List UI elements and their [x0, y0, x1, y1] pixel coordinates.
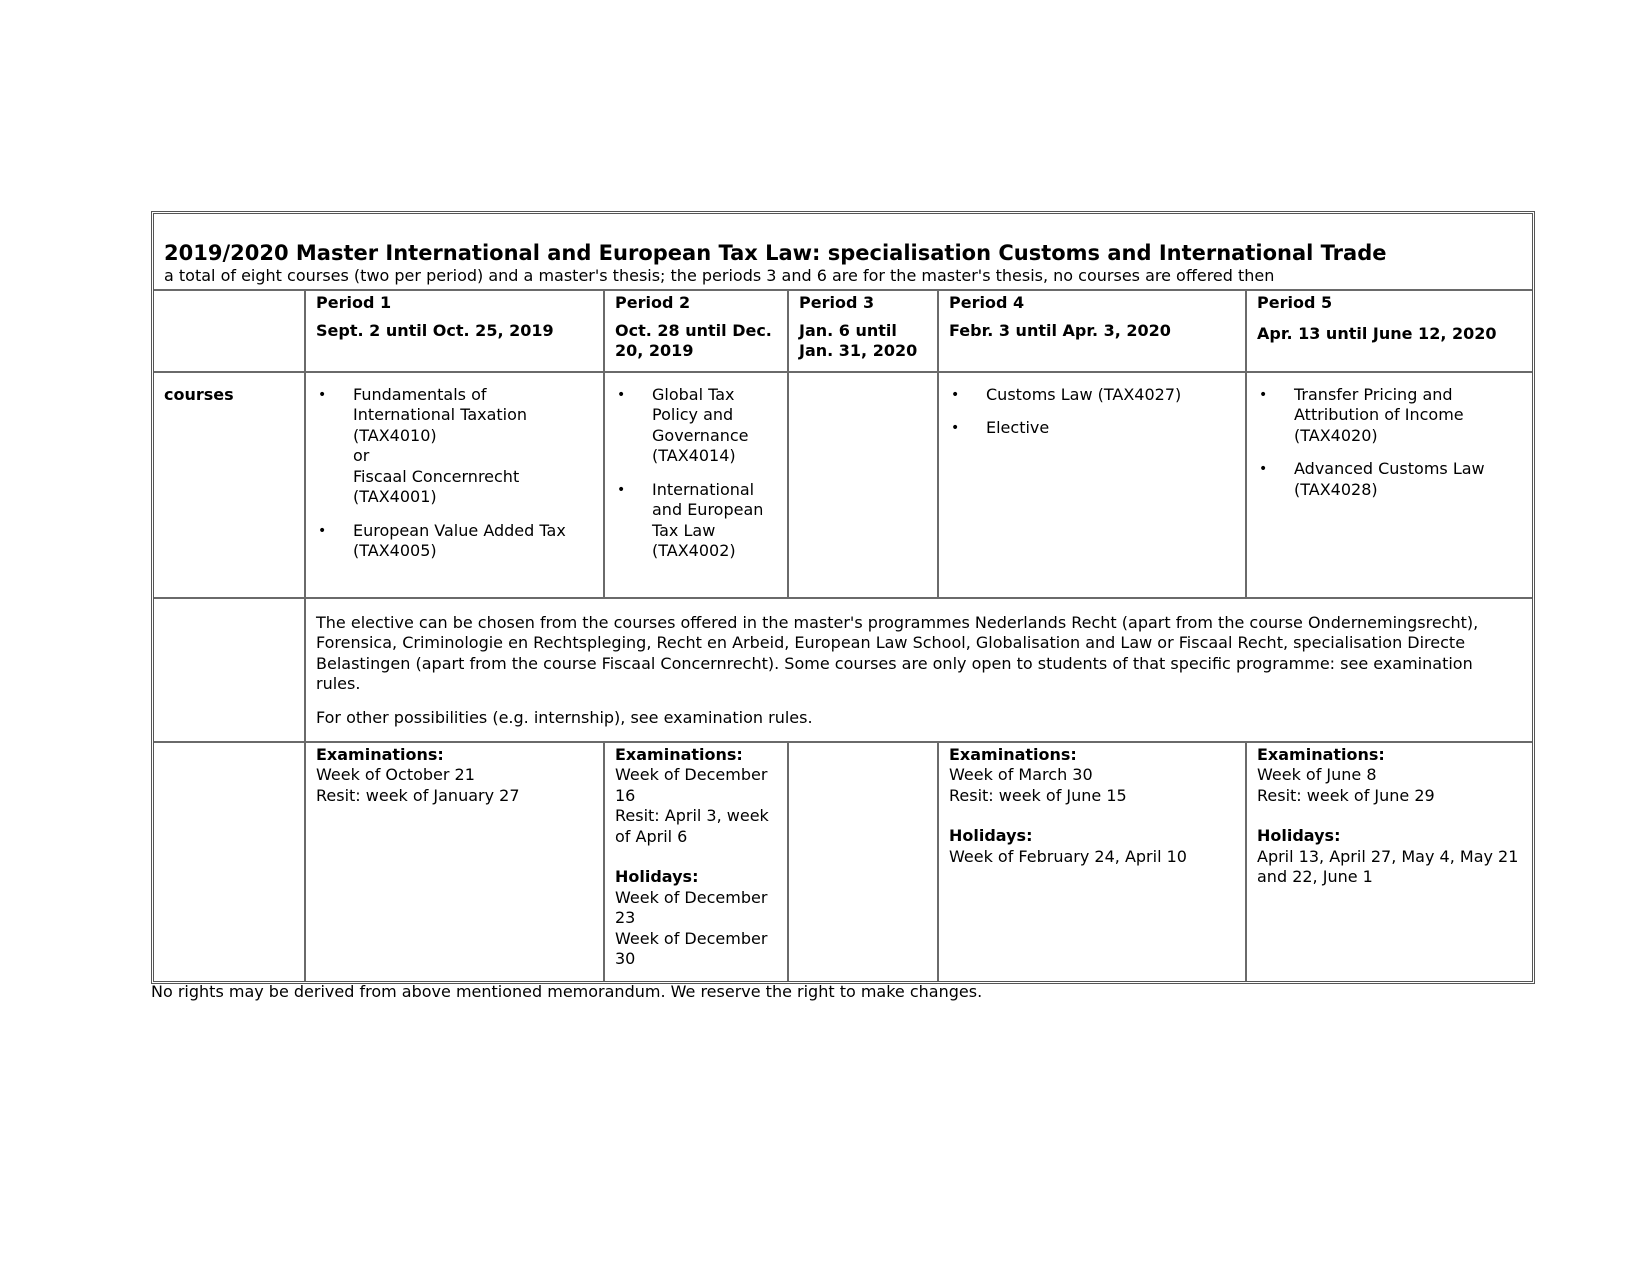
- courses-label-cell: [154, 372, 305, 598]
- holiday-entry: Week of December 30: [615, 928, 768, 968]
- examinations-heading: Examinations:: [316, 744, 444, 764]
- period-dates: Apr. 13 until June 12, 2020: [1257, 323, 1497, 343]
- period-header-row: [154, 290, 1532, 372]
- examinations-heading: Examinations:: [949, 744, 1077, 764]
- examinations-heading: Examinations:: [1257, 744, 1385, 764]
- schedule-document: [151, 211, 1535, 984]
- period-5-courses: [1246, 372, 1532, 598]
- period-dates: Oct. 28 until Dec. 20, 2019: [615, 320, 772, 360]
- examinations-heading: Examinations:: [615, 744, 743, 764]
- period-5-exams: [1246, 742, 1532, 981]
- list-item: [316, 385, 593, 508]
- holiday-entry: Week of February 24, April 10: [949, 846, 1187, 866]
- course-or: or: [353, 446, 370, 465]
- holidays-heading: Holidays:: [949, 826, 1033, 845]
- exam-week: Week of March 30: [949, 765, 1093, 784]
- title-row: [154, 214, 1532, 290]
- list-item: • Transfer Pricing and Attribution of Income (TAX4020): [1257, 385, 1522, 447]
- period-2-header: [604, 290, 788, 372]
- page-subtitle: a total of eight courses (two per period) and a master's thesis; the periods 3 and 6 are for the master's thesis, no courses are offered then: [164, 266, 1275, 285]
- list-item: • Global Tax Policy and Governance (TAX4014): [615, 385, 777, 467]
- holidays-heading: Holidays:: [1257, 826, 1341, 845]
- exam-empty-cell: [154, 742, 305, 981]
- period-4-courses: [938, 372, 1246, 598]
- period-dates: Jan. 6 until Jan. 31, 2020: [799, 320, 918, 360]
- course-list: [949, 385, 1235, 439]
- period-name: Period 2: [615, 292, 691, 312]
- holiday-entry: Week of December 23: [615, 887, 768, 927]
- period-5-header: [1246, 290, 1532, 372]
- holiday-entry: April 13, April 27, May 4, May 21 and 22, June 1: [1257, 846, 1519, 886]
- page-title: 2019/2020 Master International and European Tax Law: specialisation Customs and International Trade: [164, 241, 1387, 265]
- list-item: • Advanced Customs Law (TAX4028): [1257, 459, 1522, 500]
- other-possibilities-text: For other possibilities (e.g. internship), see examination rules.: [316, 707, 813, 727]
- title-cell: [154, 214, 1532, 290]
- list-item: • Customs Law (TAX4027): [949, 385, 1235, 406]
- holidays-heading: Holidays:: [615, 867, 699, 886]
- spacer: [615, 847, 777, 867]
- exam-week: Week of June 8: [1257, 765, 1377, 784]
- list-item: • Elective: [949, 418, 1235, 439]
- exam-week: Week of October 21: [316, 765, 475, 784]
- period-2-courses: [604, 372, 788, 598]
- disclaimer-footer: No rights may be derived from above mentioned memorandum. We reserve the right to make changes.: [151, 982, 983, 1001]
- elective-empty-cell: [154, 598, 305, 742]
- list-item: • International and European Tax Law (TAX4002): [615, 480, 777, 562]
- period-2-exams: [604, 742, 788, 981]
- examinations-row: [154, 742, 1532, 981]
- courses-row: [154, 372, 1532, 598]
- course-list: [615, 385, 777, 562]
- period-name: Period 1: [316, 292, 392, 312]
- exam-resit: Resit: week of June 15: [949, 785, 1127, 805]
- courses-label: courses: [164, 384, 234, 404]
- period-1-header: [305, 290, 604, 372]
- exam-week: Week of December 16: [615, 765, 768, 805]
- period-4-header: [938, 290, 1246, 372]
- course-text: • Fundamentals of International Taxation (TAX4010): [353, 384, 528, 445]
- exam-resit: Resit: April 3, week of April 6: [615, 806, 769, 846]
- period-4-exams: [938, 742, 1246, 981]
- period-3-header: [788, 290, 938, 372]
- period-3-exams: [788, 742, 938, 981]
- course-list: [316, 385, 593, 562]
- period-name: Period 5: [1257, 292, 1333, 312]
- exam-resit: Resit: week of June 29: [1257, 785, 1435, 805]
- spacer: [949, 806, 1235, 826]
- course-text: Fiscaal Concernrecht (TAX4001): [353, 466, 520, 506]
- schedule-frame: [151, 211, 1535, 984]
- period-3-courses: [788, 372, 938, 598]
- elective-row: [154, 598, 1532, 742]
- list-item: • European Value Added Tax (TAX4005): [316, 521, 593, 562]
- period-1-courses: [305, 372, 604, 598]
- period-name: Period 4: [949, 292, 1025, 312]
- spacer: [1257, 806, 1522, 826]
- period-dates: Febr. 3 until Apr. 3, 2020: [949, 320, 1171, 340]
- header-empty-cell: [154, 290, 305, 372]
- elective-text: The elective can be chosen from the courses offered in the master's programmes Nederlands Recht (apart from the course Ondernemingsrecht), Forensica, Criminologie en Rechtspleging, Recht en Arbeid, European Law School, Globalisation and Law or Fiscaal Recht, specialisation Directe Belastingen (apart from the course Fiscaal Concernrecht). Some courses are only open to students of that specific programme: see examination rules.: [316, 612, 1479, 693]
- exam-resit: Resit: week of January 27: [316, 785, 520, 805]
- period-dates: Sept. 2 until Oct. 25, 2019: [316, 320, 554, 340]
- period-name: Period 3: [799, 292, 875, 312]
- elective-cell: [305, 598, 1532, 742]
- schedule-table: [154, 214, 1532, 981]
- period-1-exams: [305, 742, 604, 981]
- course-list: [1257, 385, 1522, 501]
